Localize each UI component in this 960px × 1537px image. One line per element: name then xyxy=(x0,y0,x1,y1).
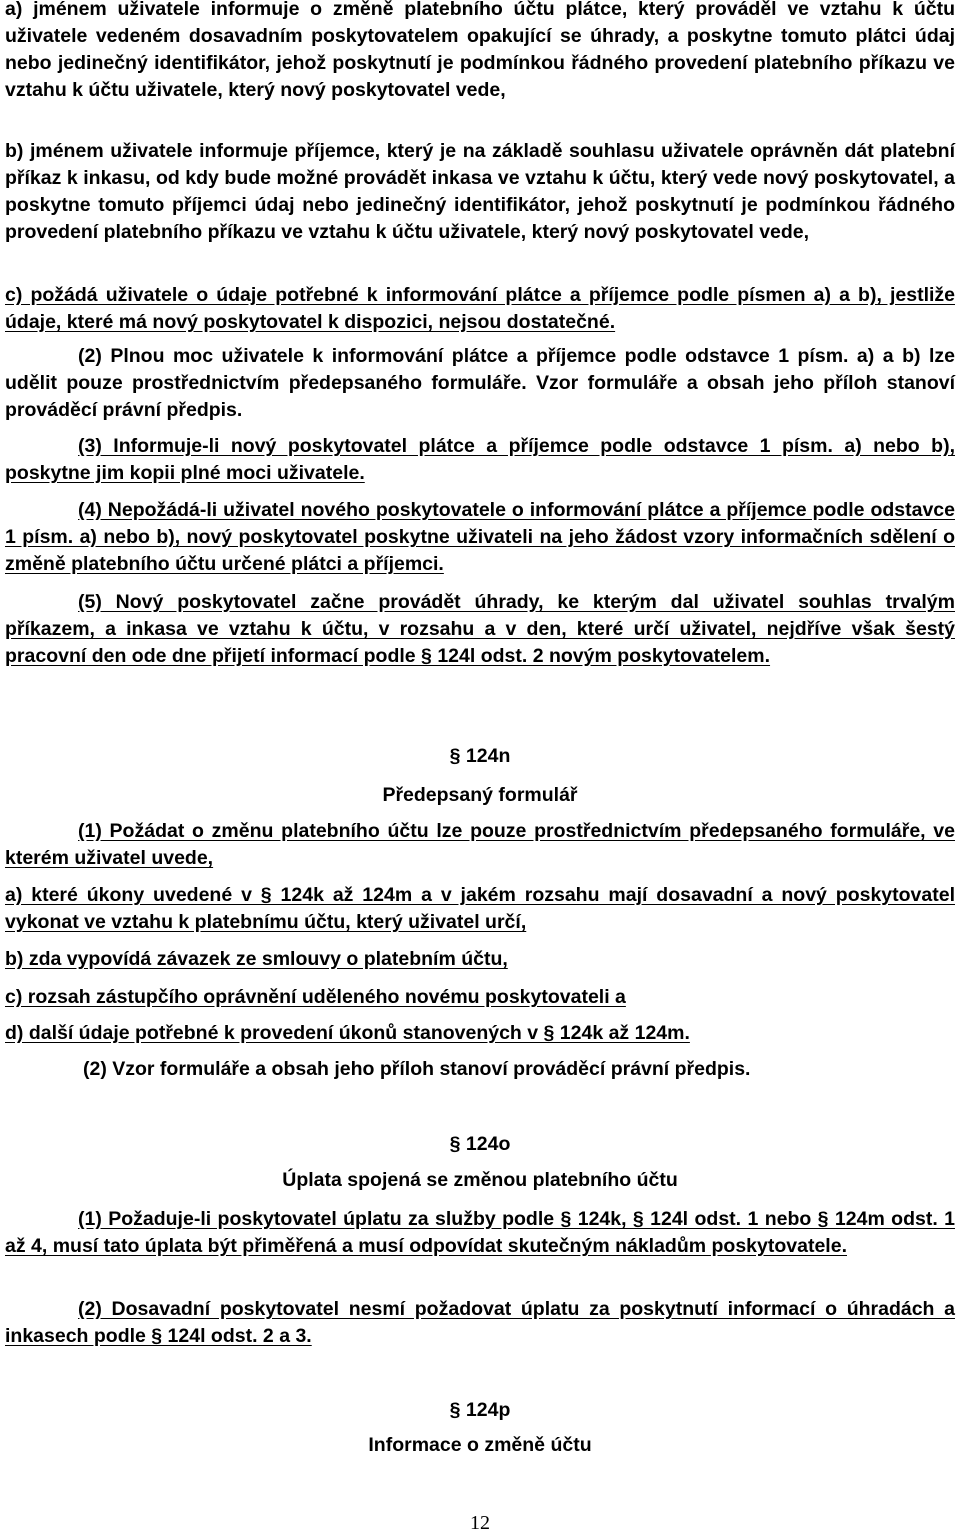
section-124n-paragraph-2: (2) Vzor formuláře a obsah jeho příloh stanoví prováděcí právní předpis. xyxy=(83,1058,751,1080)
page-number: 12 xyxy=(470,1512,490,1534)
section-124n-item-c: c) rozsah zástupčího oprávnění uděleného novému poskytovateli a xyxy=(5,986,626,1008)
paragraph-4: (4) Nepožádá-li uživatel nového poskytovatele o informování plátce a příjemce podle odstavce 1 písm. a) nebo b), nový poskytovatel poskytne uživateli na jeho žádost vzory informačních sdělení o změně platebního účtu určené plátci a příjemci. xyxy=(5,499,955,575)
section-124o-number: § 124o xyxy=(449,1133,511,1155)
section-124o-title: Úplata spojená se změnou platebního účtu xyxy=(282,1169,678,1191)
paragraph-1c: c) požádá uživatele o údaje potřebné k informování plátce a příjemce podle písmen a) a b), jestliže údaje, které má nový poskytovatel k dispozici, nejsou dostatečné. xyxy=(5,284,955,333)
paragraph-5: (5) Nový poskytovatel začne provádět úhrady, ke kterým dal uživatel souhlas trvalým příkazem, a inkasa ve vztahu k účtu, v rozsahu a v den, které určí uživatel, nejdříve však šestý pracovní den ode dne přijetí informací podle § 124l odst. 2 novým poskytovatelem. xyxy=(5,591,955,667)
section-124n-item-b: b) zda vypovídá závazek ze smlouvy o platebním účtu, xyxy=(5,948,508,970)
section-124n-paragraph-1: (1) Požádat o změnu platebního účtu lze pouze prostřednictvím předepsaného formuláře, ve kterém uživatel uvede, xyxy=(5,820,955,869)
section-124o-paragraph-1: (1) Požaduje-li poskytovatel úplatu za služby podle § 124k, § 124l odst. 1 nebo § 124m odst. 1 až 4, musí tato úplata být přiměřená a musí odpovídat skutečným nákladům poskytovatele. xyxy=(5,1208,955,1257)
paragraph-3: (3) Informuje-li nový poskytovatel plátce a příjemce podle odstavce 1 písm. a) nebo b), poskytne jim kopii plné moci uživatele. xyxy=(5,435,955,484)
section-124n-item-d: d) další údaje potřebné k provedení úkonů stanovených v § 124k až 124m. xyxy=(5,1022,690,1044)
section-124n-number: § 124n xyxy=(449,745,511,767)
section-124o-paragraph-2: (2) Dosavadní poskytovatel nesmí požadovat úplatu za poskytnutí informací o úhradách a inkasech podle § 124l odst. 2 a 3. xyxy=(5,1298,955,1347)
section-124p-title: Informace o změně účtu xyxy=(368,1434,592,1456)
paragraph-1a: a) jménem uživatele informuje o změně platebního účtu plátce, který prováděl ve vztahu k účtu uživatele vedeném dosavadním poskytovatelem opakující se úhrady, a poskytne tomuto plátci údaj nebo jedinečný identifikátor, jehož poskytnutí je podmínkou řádného provedení platebního příkazu ve vztahu k účtu uživatele, který nový poskytovatel vede, xyxy=(5,0,955,101)
section-124p-number: § 124p xyxy=(449,1399,511,1421)
section-124n-title: Předepsaný formulář xyxy=(382,784,578,806)
paragraph-1b: b) jménem uživatele informuje příjemce, který je na základě souhlasu uživatele oprávněn dát platební příkaz k inkasu, od kdy bude možné provádět inkasa ve vztahu k účtu, který vede nový poskytovatel, a poskytne tomuto příjemci údaj nebo jedinečný identifikátor, jehož poskytnutí je podmínkou řádného provedení platebního příkazu ve vztahu k účtu uživatele, který nový poskytovatel vede, xyxy=(5,140,955,243)
paragraph-2: (2) Plnou moc uživatele k informování plátce a příjemce podle odstavce 1 písm. a) a b) lze udělit pouze prostřednictvím předepsaného formuláře. Vzor formuláře a obsah jeho příloh stanoví prováděcí právní předpis. xyxy=(5,345,955,421)
section-124n-item-a: a) které úkony uvedené v § 124k až 124m a v jakém rozsahu mají dosavadní a nový poskytovatel vykonat ve vztahu k platebnímu účtu, který uživatel určí, xyxy=(5,884,955,933)
